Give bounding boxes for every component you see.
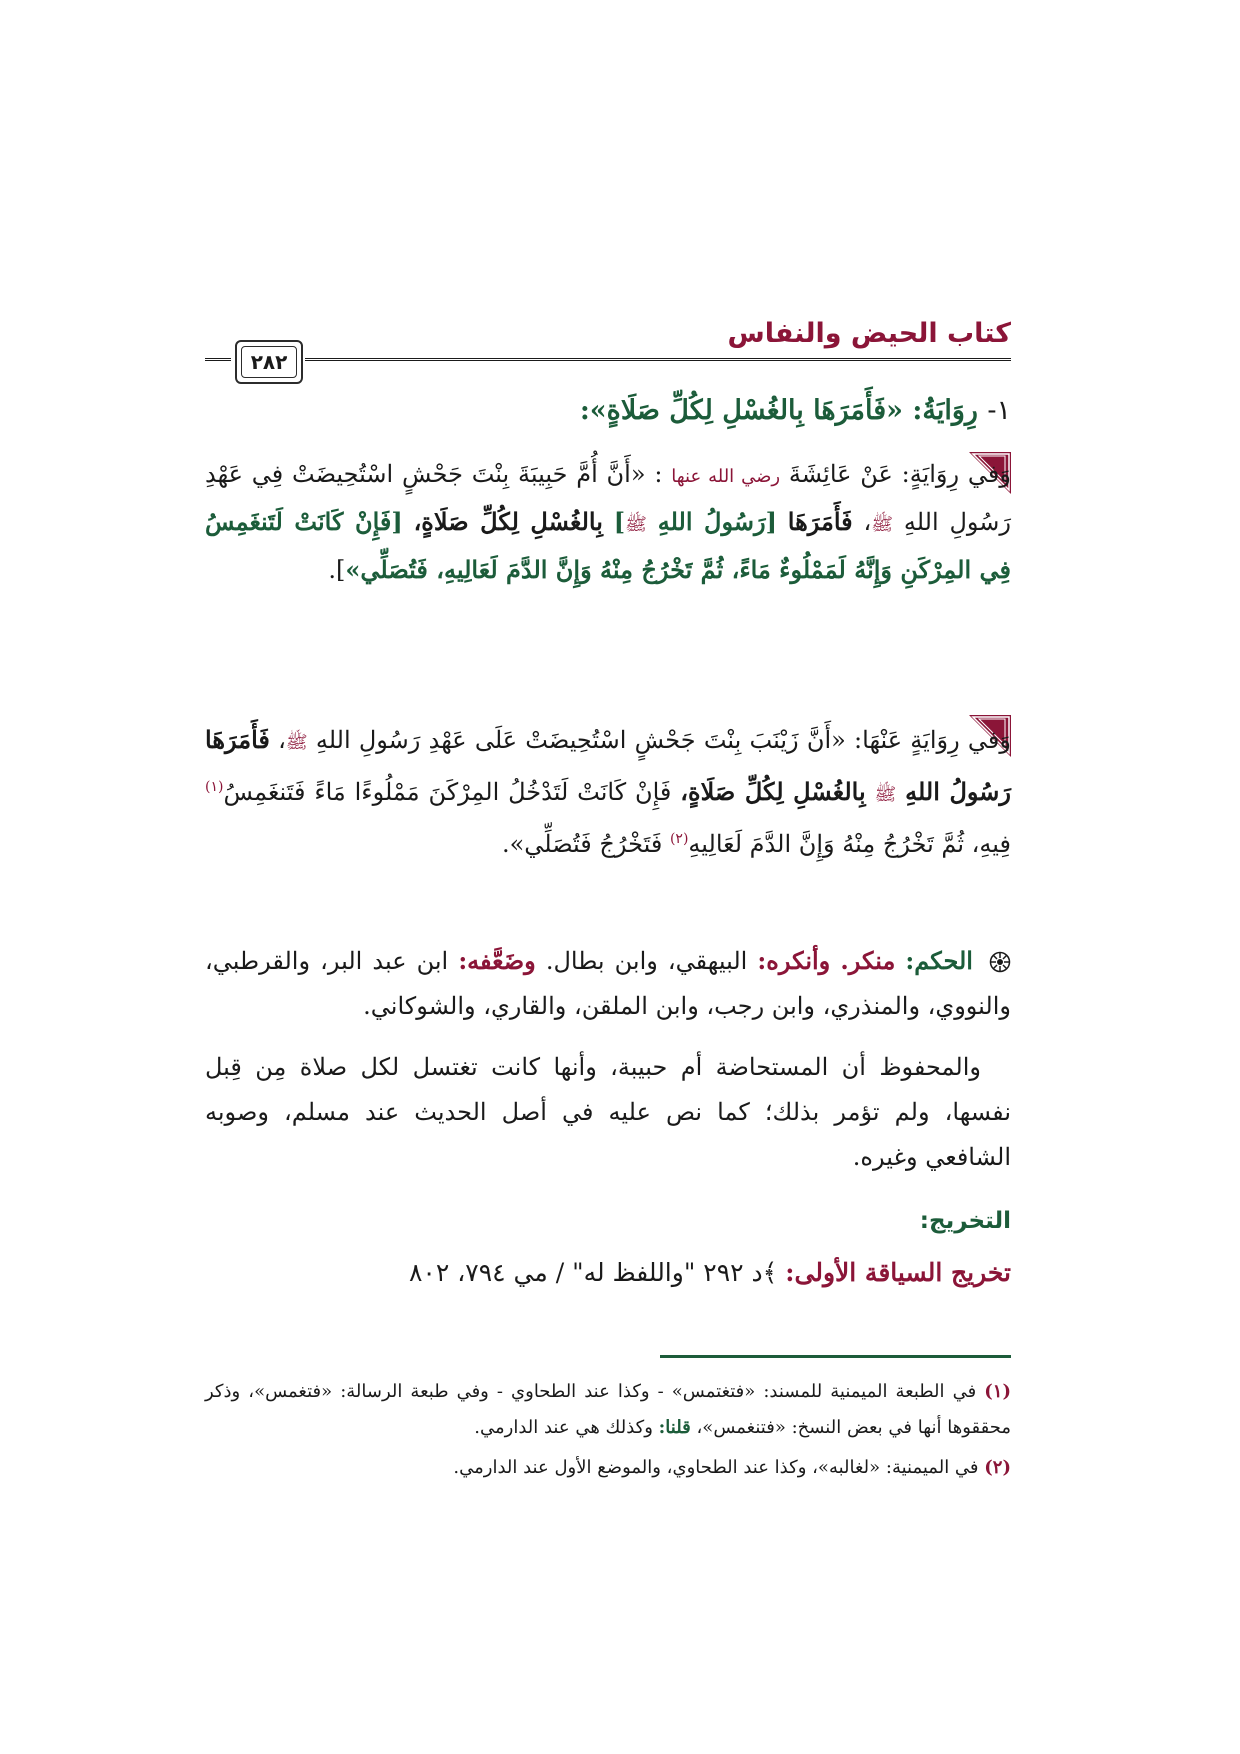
page-header — [205, 318, 1011, 388]
footnote-ref-1[interactable]: (١) — [205, 779, 224, 795]
section-title-text: رِوَايَةُ: «فَأَمَرَهَا بِالغُسْلِ لِكُلِّ صَلَاةٍ»: — [579, 395, 978, 426]
takhrij-line — [205, 1248, 1011, 1298]
header-rule-left — [205, 358, 231, 361]
header-rule-right — [305, 358, 1011, 361]
page-number: ٢٨٢ — [241, 346, 297, 378]
footnote-number: (٢) — [984, 1457, 1011, 1478]
footnote-separator — [660, 1355, 1011, 1358]
flower-ornament-icon — [989, 951, 1011, 973]
book-title: كتاب الحيض والنفاس — [727, 318, 1011, 349]
footnote-2: (٢) في الميمنية: «لغالبه»، وكذا عند الطحاوي، والموضع الأول عند الدارمي. — [453, 1457, 1011, 1478]
salawat-mark: ﷺ — [285, 732, 308, 753]
footnote-1: (١) في الطبعة الميمنية للمسند: «فتغتمس» - وكذا عند الطحاوي - وفي طبعة الرسالة: «فتغمس»، وذكر محققوها أنها في بعض النسخ: «فتنغمس»، قلنا: وكذلك هي عند الدارمي. — [205, 1381, 1011, 1438]
section-title — [205, 395, 1011, 426]
salawat-mark: ﷺ — [871, 514, 893, 535]
takhrij-heading: التخريج: — [919, 1208, 1011, 1234]
radiy-allah-anha: رضي الله عنها — [671, 466, 781, 487]
footnotes — [205, 1374, 1011, 1490]
narration-2: وَفي رِوَايَةٍ عَنْهَا: «أَنَّ زَيْنَبَ بِنْتَ جَحْشٍ اسْتُحِيضَتْ عَلَى عَهْدِ رَسُولِ اللهِ ﷺ، فَأَمَرَهَا رَسُولُ اللهِ ﷺ بِالغُسْلِ لِكُلِّ صَلَاةٍ، فَإِنْ كَانَتْ لَتَدْخُلُ المِرْكَنَ مَمْلُوءًا مَاءً فَتَنغَمِسُ$^{(١)}$ فِيهِ، ثُمَّ تَخْرُجُ مِنْهُ وَإِنَّ الدَّمَ لَعَالِيهِ$^{(٢)}$ فَتَخْرُجُ فَتُصَلِّي». — [205, 725, 1011, 858]
narration-1: وَفي رِوَايَةٍ: عَنْ عَائِشَةَ رضي الله عنها : «أَنَّ أُمَّ حَبِيبَةَ بِنْتَ جَحْشٍ اسْتُحِيضَتْ فِي عَهْدِ رَسُولِ اللهِ ﷺ، فَأَمَرَهَا [رَسُولُ اللهِ ﷺ] بِالغُسْلِ لِكُلِّ صَلَاةٍ، [فَإِنْ كَانَتْ لَتَنغَمِسُ فِي المِرْكَنِ وَإِنَّهُ لَمَمْلُوءٌ مَاءً، ثُمَّ تَخْرُجُ مِنْهُ وَإِنَّ الدَّمَ لَعَالِيهِ، فَتُصَلِّي»]. — [205, 460, 1012, 584]
body-paragraph: والمحفوظ أن المستحاضة أم حبيبة، وأنها كانت تغتسل لكل صلاة مِن قِبل نفسها، ولم تؤمر بذلك؛ كما نص عليه في أصل الحديث عند مسلم، وصوبه الشافعي وغيره. — [205, 1053, 1011, 1171]
ruling-paragraph: الحكم: منكر. وأنكره: البيهقي، وابن بطال. وضَعَّفه: ابن عبد البر، والقرطبي، والنووي، والمنذري، وابن رجب، وابن الملقن، والقاري، والشوكاني. — [205, 946, 1011, 1020]
salawat-mark: ﷺ — [874, 784, 897, 805]
ruling-label: الحكم: — [905, 946, 973, 975]
page-number-frame — [235, 340, 303, 384]
footnote-ref-2[interactable]: (٢) — [669, 831, 689, 847]
takhrij-label: تخريج السياقة الأولى: — [785, 1258, 1011, 1287]
salawat-mark: ﷺ — [625, 514, 647, 535]
takhrij-text: ﴾د ٢٩٢ "واللفظ له" / مي ٧٩٤، ٨٠٢ — [408, 1258, 778, 1287]
footnote-number: (١) — [984, 1381, 1011, 1402]
ruling-verdict: منكر. — [840, 946, 896, 975]
section-number: ١- — [987, 395, 1011, 426]
